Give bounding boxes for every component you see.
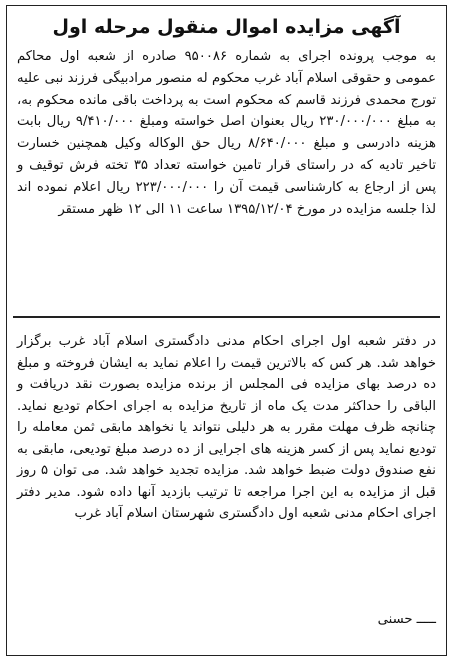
- notice-paragraph-1: به موجب پرونده اجرای به شماره ۹۵۰۰۸۶ صادره از شعبه اول محاکم عمومی و حقوقی اسلام آباد غرب محکوم له منصور مرادبیگی فرزند نبی علیه تورج محمدی فرزند قاسم که محکوم است به پرداخت باقی مانده محکوم به، به مبلغ ۲۳۰/۰۰۰/۰۰۰ ریال بعنوان اصل خواسته ومبلغ ۹/۴۱۰/۰۰۰ ریال بابت هزینه دادرسی و مبلغ ۸/۶۴۰/۰۰۰ ریال حق الوکاله وکیل همچنین خسارت تاخیر تادیه که در راستای قرار تامین خواسته تعداد ۳۵ تخته فرش توقیف و پس از ارجاع به کارشناسی قیمت آن را ۲۲۳/۰۰۰/۰۰۰ ریال اعلام نموده اند لذا جلسه مزایده در مورخ ۱۳۹۵/۱۲/۰۴ ساعت ۱۱ الی ۱۲ ظهر مستقر: [17, 49, 437, 217]
- notice-paragraph-2: در دفتر شعبه اول اجرای احکام مدنی دادگستری اسلام آباد غرب برگزار خواهد شد. هر کس که بالاترین قیمت را اعلام نماید به ایشان فروخته و مبلغ ده درصد بهای مزایده فی المجلس از برنده مزایده بصورت نقد دریافت و الباقی را حداکثر مدت یک ماه از تاریخ مزایده به اجرای احکام تودیع نماید. چنانچه ظرف مهلت مقرر به هر دلیلی نتواند یا نخواهد مابقی ثمن معامله را تودیع نماید پس از کسر هزینه های اجرایی از ده درصد مبلغ تودیعی، مابقی به نفع صندوق دولت ضبط خواهد شد. مزایده تجدید خواهد شد. می توان ۵ روز قبل از مزایده به این اجرا مراجعه تا ترتیب بازدید آنها داده شود. مدیر دفتر اجرای احکام مدنی شعبه اول دادگستری شهرستان اسلام آباد غرب: [17, 334, 436, 521]
- section-divider: [13, 316, 440, 318]
- notice-title: آگهی مزایده اموال منقول مرحله اول: [52, 16, 401, 38]
- notice-frame: [6, 5, 447, 656]
- signature-line: ـــــ حسنی: [377, 612, 436, 627]
